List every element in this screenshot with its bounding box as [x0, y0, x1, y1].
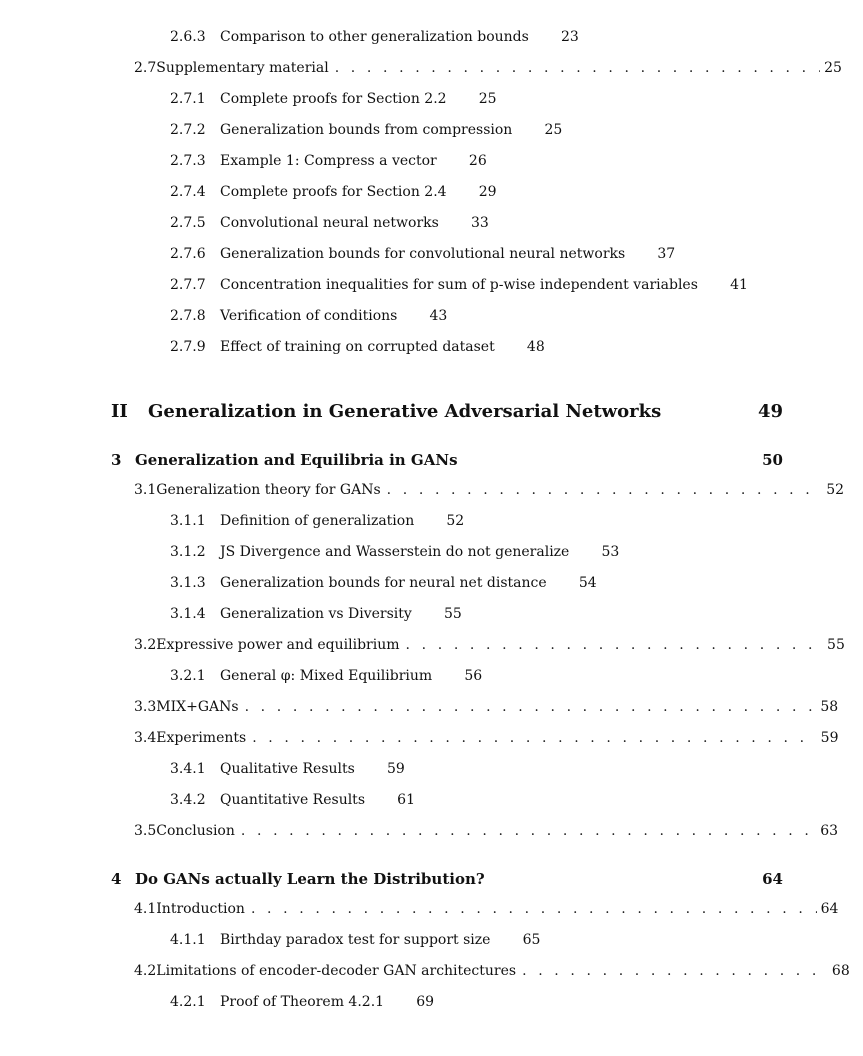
toc-entry-page-number: 23 — [561, 29, 579, 45]
toc-entry-number: 3.2 — [134, 637, 157, 653]
dot-leader — [251, 901, 817, 917]
toc-entry-number: 2.7.6 — [170, 246, 206, 262]
toc-entry-title: Generalization bounds from compression — [220, 122, 513, 138]
toc-entry-page-number: 25 — [544, 122, 563, 138]
toc-entry-number: 2.6.3 — [170, 29, 206, 45]
toc-entry-page-number: 25 — [824, 60, 842, 76]
toc-entry-page-number: 54 — [578, 575, 597, 591]
toc-entry-title: Generalization and Equilibria in GANs — [135, 451, 458, 469]
toc-entry[interactable] — [0, 761, 863, 783]
toc-entry-number: 4.1 — [134, 901, 157, 917]
toc-entry[interactable] — [0, 901, 863, 923]
toc-entry-page-number: 55 — [827, 637, 845, 653]
toc-entry-number: 4.1.1 — [170, 932, 206, 948]
toc-entry-page-number: 29 — [478, 184, 497, 200]
toc-entry-title: Do GANs actually Learn the Distribution? — [135, 870, 485, 888]
toc-entry-title: Concentration inequalities for sum of p-wise independent variables — [220, 277, 698, 293]
toc-entry-number: 3.1 — [134, 482, 157, 498]
toc-entry-page-number: 41 — [730, 277, 748, 293]
toc-entry-page-number: 59 — [387, 761, 405, 777]
toc-entry-number: 4.2.1 — [170, 994, 206, 1010]
toc-entry-title: Experiments — [156, 730, 247, 746]
toc-entry-title: Generalization vs Diversity — [220, 606, 412, 622]
toc-entry-number: 2.7.5 — [170, 215, 206, 231]
toc-entry-title: MIX+GANs — [156, 699, 239, 715]
toc-entry-number: 4 — [111, 870, 122, 888]
toc-entry-number: 2.7.8 — [170, 308, 206, 324]
toc-entry-page-number: 43 — [429, 308, 448, 324]
toc-entry[interactable] — [0, 730, 863, 752]
toc-entry-title: Generalization bounds for convolutional neural networks — [220, 246, 626, 262]
toc-entry-number: 3.1.1 — [170, 513, 206, 529]
toc-entry-title: Example 1: Compress a vector — [220, 153, 437, 169]
toc-entry-title: Comparison to other generalization bounds — [220, 29, 529, 45]
toc-entry-page-number: 59 — [820, 730, 839, 746]
toc-entry[interactable] — [0, 963, 863, 985]
toc-entry[interactable] — [0, 575, 863, 597]
toc-entry[interactable] — [0, 668, 863, 690]
toc-entry[interactable] — [0, 482, 863, 504]
toc-entry[interactable] — [0, 637, 863, 659]
toc-entry-title: General φ: Mixed Equilibrium — [220, 668, 433, 684]
toc-entry-number: 2.7.2 — [170, 122, 206, 138]
toc-entry-page-number: 55 — [444, 606, 462, 622]
toc-entry-title: Birthday paradox test for support size — [220, 932, 491, 948]
toc-entry-number: 3.2.1 — [170, 668, 206, 684]
toc-entry[interactable] — [0, 792, 863, 814]
toc-entry[interactable] — [0, 91, 863, 113]
toc-entry-page-number: 26 — [468, 153, 487, 169]
toc-entry[interactable] — [0, 246, 863, 268]
toc-entry-title: Expressive power and equilibrium — [156, 637, 400, 653]
toc-entry-number: 2.7.7 — [170, 277, 206, 293]
toc-entry[interactable] — [0, 870, 863, 892]
toc-entry-title: Complete proofs for Section 2.4 — [220, 184, 447, 200]
toc-entry-title: Quantitative Results — [220, 792, 365, 808]
toc-entry-page-number: 50 — [762, 451, 783, 469]
toc-entry-title: Generalization in Generative Adversarial Networks — [148, 401, 662, 422]
toc-entry-page-number: 48 — [526, 339, 545, 355]
toc-entry-page-number: 64 — [820, 901, 839, 917]
toc-entry-number: 3.3 — [134, 699, 157, 715]
toc-entry[interactable] — [0, 308, 863, 330]
toc-entry-title: Generalization theory for GANs — [156, 482, 381, 498]
toc-entry[interactable] — [0, 60, 863, 82]
toc-entry-title: Effect of training on corrupted dataset — [220, 339, 495, 355]
toc-entry-page-number: 56 — [464, 668, 483, 684]
toc-entry-page-number: 68 — [831, 963, 850, 979]
toc-entry-page-number: 25 — [478, 91, 497, 107]
toc-entry-number: 2.7.4 — [170, 184, 206, 200]
toc-entry-page-number: 64 — [762, 870, 783, 888]
toc-entry-page-number: 52 — [446, 513, 465, 529]
toc-entry-number: 3.5 — [134, 823, 157, 839]
toc-entry[interactable] — [0, 401, 863, 429]
toc-entry[interactable] — [0, 994, 863, 1016]
toc-entry-title: Complete proofs for Section 2.2 — [220, 91, 447, 107]
toc-entry-page-number: 58 — [820, 699, 839, 715]
dot-leader — [406, 637, 824, 653]
toc-entry-title: Proof of Theorem 4.2.1 — [220, 994, 385, 1010]
toc-entry-number: II — [111, 401, 128, 422]
toc-entry-page-number: 52 — [826, 482, 845, 498]
toc-entry-title: Limitations of encoder-decoder GAN architectures — [156, 963, 517, 979]
toc-entry-number: 3.1.2 — [170, 544, 206, 560]
toc-entry-number: 3.1.3 — [170, 575, 206, 591]
toc-entry-number: 2.7.1 — [170, 91, 206, 107]
toc-entry-number: 2.7.9 — [170, 339, 206, 355]
dot-leader — [241, 823, 816, 839]
toc-entry-number: 3 — [111, 451, 122, 469]
toc-entry[interactable] — [0, 339, 863, 361]
toc-entry[interactable] — [0, 544, 863, 566]
toc-entry-page-number: 63 — [820, 823, 839, 839]
toc-entry-page-number: 53 — [601, 544, 620, 560]
toc-entry[interactable] — [0, 153, 863, 175]
toc-entry[interactable] — [0, 699, 863, 721]
toc-entry[interactable] — [0, 277, 863, 299]
toc-entry-number: 3.1.4 — [170, 606, 206, 622]
toc-entry[interactable] — [0, 451, 863, 473]
toc-entry-number: 2.7.3 — [170, 153, 206, 169]
toc-entry-number: 2.7 — [134, 60, 157, 76]
toc-entry-page-number: 33 — [470, 215, 489, 231]
toc-entry-title: JS Divergence and Wasserstein do not generalize — [220, 544, 570, 560]
toc-entry-title: Introduction — [156, 901, 245, 917]
dot-leader — [252, 730, 816, 746]
toc-entry[interactable] — [0, 932, 863, 954]
toc-entry-page-number: 37 — [657, 246, 676, 262]
toc-entry-page-number: 49 — [757, 401, 783, 422]
toc-entry-title: Generalization bounds for neural net distance — [220, 575, 547, 591]
toc-entry-number: 3.4.1 — [170, 761, 206, 777]
toc-entry-title: Definition of generalization — [220, 513, 415, 529]
toc-entry[interactable] — [0, 215, 863, 237]
toc-entry-title: Verification of conditions — [220, 308, 398, 324]
toc-entry-title: Supplementary material — [156, 60, 329, 76]
toc-entry-number: 3.4.2 — [170, 792, 206, 808]
dot-leader — [245, 699, 817, 715]
toc-entry[interactable] — [0, 606, 863, 628]
toc-entry[interactable] — [0, 823, 863, 845]
toc-entry[interactable] — [0, 184, 863, 206]
toc-entry-page-number: 61 — [397, 792, 415, 808]
toc-entry[interactable] — [0, 29, 863, 51]
toc-entry-page-number: 65 — [522, 932, 541, 948]
toc-entry-title: Convolutional neural networks — [220, 215, 439, 231]
dot-leader — [335, 60, 820, 76]
toc-entry[interactable] — [0, 122, 863, 144]
toc-entry-title: Conclusion — [156, 823, 235, 839]
toc-entry-page-number: 69 — [416, 994, 435, 1010]
dot-leader — [522, 963, 828, 979]
toc-entry-number: 4.2 — [134, 963, 157, 979]
toc-entry[interactable] — [0, 513, 863, 535]
toc-entry-number: 3.4 — [134, 730, 157, 746]
toc-entry-title: Qualitative Results — [220, 761, 355, 777]
dot-leader — [387, 482, 823, 498]
